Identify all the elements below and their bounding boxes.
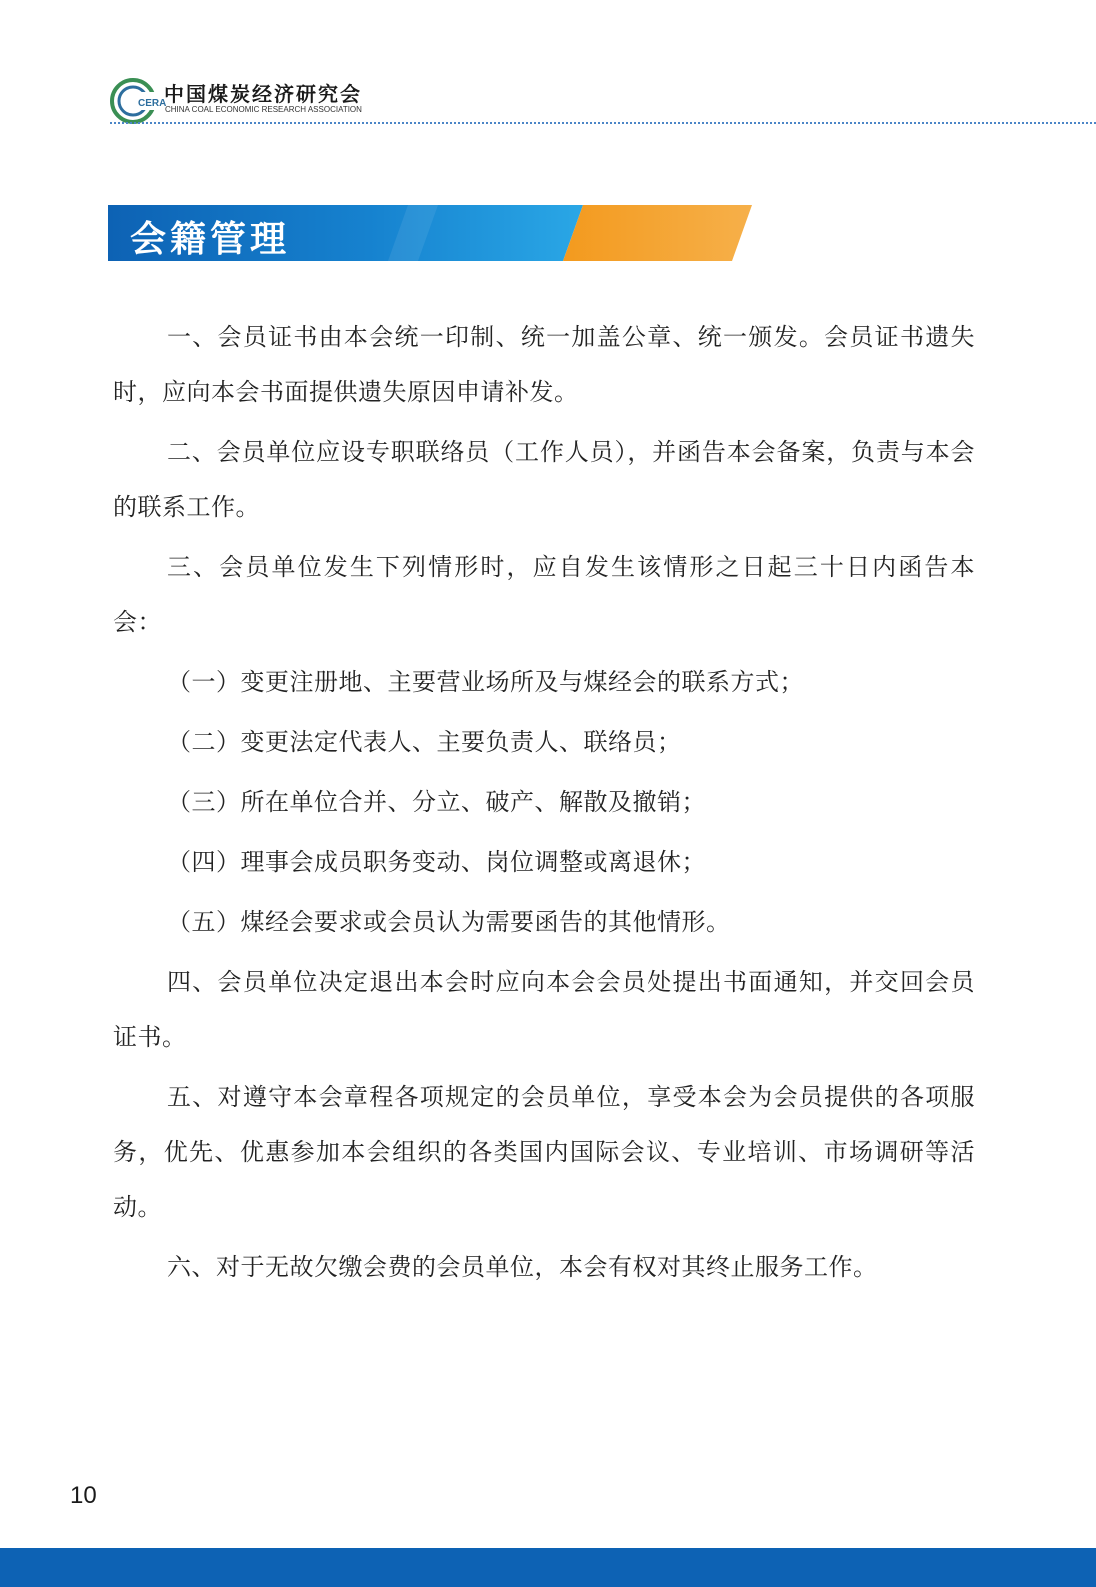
section-banner: [108, 205, 758, 261]
cera-logo-icon: [110, 78, 167, 124]
page-number: 10: [70, 1482, 97, 1509]
list-item-2: （二）变更法定代表人、主要负责人、联络员；: [167, 728, 682, 756]
section-title: 会籍管理: [130, 219, 291, 260]
paragraph-5: 五、对遵守本会章程各项规定的会员单位，享受本会为会员提供的各项服务，优先、优惠参加本会组织的各类国内国际会议、专业培训、市场调研等活动。: [113, 1083, 975, 1221]
org-name-en: CHINA COAL ECONOMIC RESEARCH ASSOCIATION: [165, 105, 362, 114]
paragraph-1: 一、会员证书由本会统一印制、统一加盖公章、统一颁发。会员证书遗失时，应向本会书面提供遗失原因申请补发。: [113, 323, 975, 406]
paragraph-2: 二、会员单位应设专职联络员（工作人员），并函告本会备案，负责与本会的联系工作。: [113, 438, 975, 521]
paragraph-6: 六、对于无故欠缴会费的会员单位，本会有权对其终止服务工作。: [167, 1253, 878, 1281]
page-header: [110, 72, 1096, 124]
org-name-cn: 中国煤炭经济研究会: [164, 82, 362, 106]
list-item-4: （四）理事会成员职务变动、岗位调整或离退休；: [167, 848, 706, 876]
footer-bar: [0, 1548, 1096, 1587]
document-body: [113, 310, 975, 1295]
header-divider: [110, 122, 1096, 124]
logo-text: CERA: [138, 98, 167, 109]
paragraph-3: 三、会员单位发生下列情形时，应自发生该情形之日起三十日内函告本会：: [113, 553, 975, 636]
paragraph-4: 四、会员单位决定退出本会时应向本会会员处提出书面通知，并交回会员证书。: [113, 968, 975, 1051]
list-item-3: （三）所在单位合并、分立、破产、解散及撤销；: [167, 788, 706, 816]
list-item-5: （五）煤经会要求或会员认为需要函告的其他情形。: [167, 908, 731, 936]
list-item-1: （一）变更注册地、主要营业场所及与煤经会的联系方式；: [167, 668, 804, 696]
